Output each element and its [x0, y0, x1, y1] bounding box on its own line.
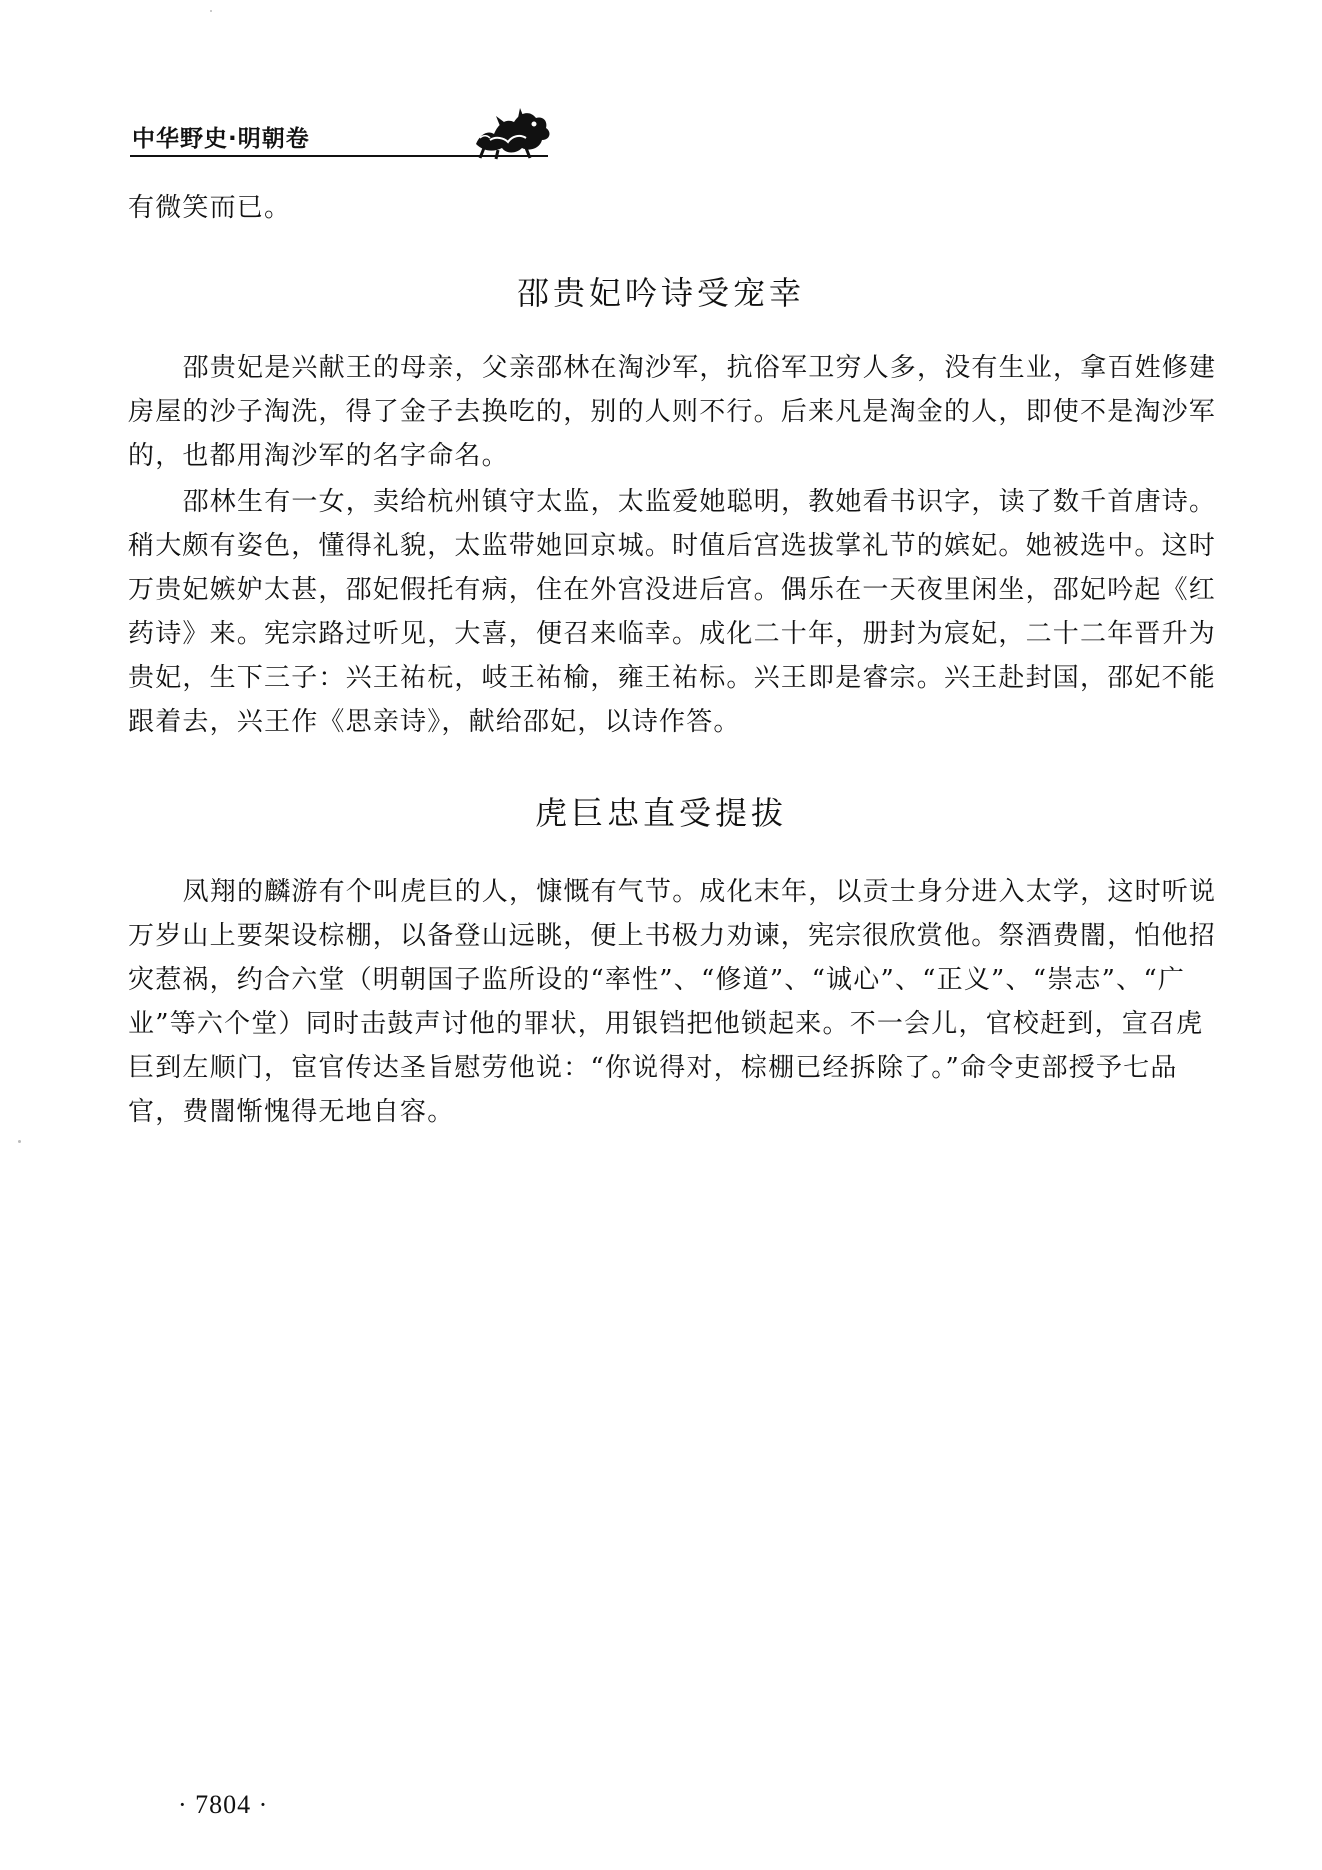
dragon-emblem-icon: [470, 104, 554, 160]
paragraph: 邵贵妃是兴献王的母亲，父亲邵林在淘沙军，抗俗军卫穷人多，没有生业，拿百姓修建房屋的沙子淘洗，得了金子去换吃的，别的人则不行。后来凡是淘金的人，即使不是淘沙军的，也都用淘沙军的名字命名。: [128, 353, 1217, 471]
header-rule: [130, 155, 548, 157]
section-title: 虎巨忠直受提拔: [534, 794, 787, 832]
scan-speck: [18, 1140, 21, 1143]
paragraph: 凤翔的麟游有个叫虎巨的人，慷慨有气节。成化末年，以贡士身分进入太学，这时听说万岁山上要架设棕棚，以备登山远眺，便上书极力劝谏，宪宗很欣赏他。祭酒费闇，怕他招灾惹祸，约合六堂（明朝国子监所设的“率性”、“修道”、“诚心”、“正义”、“崇志”、“广业”等六个堂）同时击鼓声讨他的罪状，用银铛把他锁起来。不一会儿，官校赶到，宣召虎巨到左顺门，宦官传达圣旨慰劳他说：“你说得对，棕棚已经拆除了。”命令吏部授予七品官，费闇惭愧得无地自容。: [128, 877, 1217, 1127]
running-header: [130, 112, 550, 158]
paragraph: 邵林生有一女，卖给杭州镇守太监，太监爱她聪明，教她看书识字，读了数千首唐诗。稍大颇有姿色，懂得礼貌，太监带她回京城。时值后宫选拔掌礼节的嫔妃。她被选中。这时万贵妃嫉妒太甚，邵妃假托有病，住在外宫没进后宫。偶乐在一天夜里闲坐，邵妃吟起《红药诗》来。宪宗路过听见，大喜，便召来临幸。成化二十年，册封为宸妃，二十二年晋升为贵妃，生下三子：兴王祐杬，岐王祐榆，雍王祐标。兴王即是睿宗。兴王赴封国，邵妃不能跟着去，兴王作《思亲诗》，献给邵妃，以诗作答。: [128, 487, 1217, 737]
continuation-text: 有微笑而已。: [128, 193, 292, 223]
section-title: 邵贵妃吟诗受宠幸: [516, 274, 805, 312]
page-number: · 7804 ·: [178, 1790, 269, 1819]
running-header-title: 中华野史·明朝卷: [132, 126, 310, 152]
scan-speck: [210, 10, 212, 12]
